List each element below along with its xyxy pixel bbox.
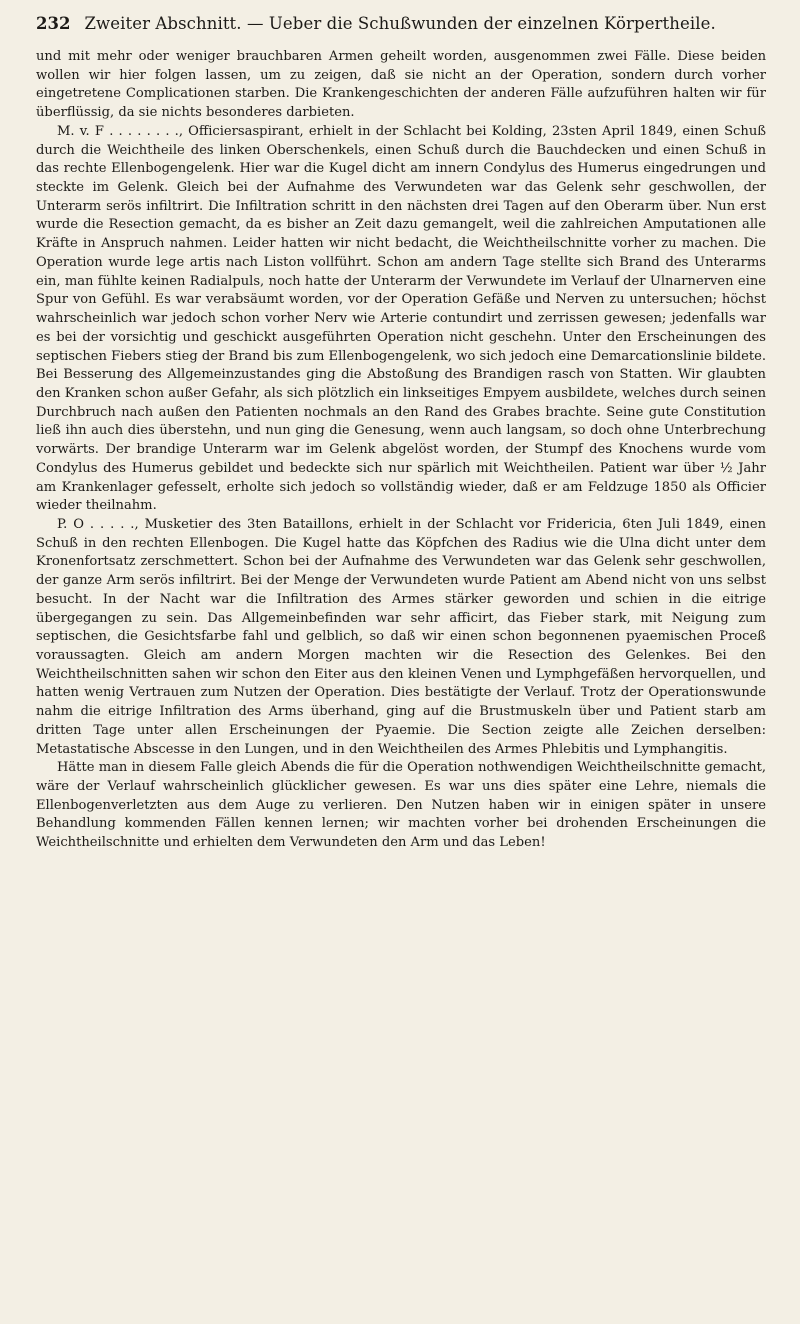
paragraph-conclusion: Hätte man in diesem Falle gleich Abends die für die Operation nothwendigen Weichtheilschnitte gemacht, wäre der Verlauf wahrscheinlich glücklicher gewesen. Es war uns dies später eine Lehre, niemals die Ellenbogenverletzten aus dem Auge zu verlieren. Den Nutzen haben wir in einigen später in unsere Behandlung kommenden Fällen kennen lernen; wir machten vorher bei drohenden Erscheinungen die Weichtheilschnitte und erhielten dem Verwundeten den Arm und das Leben! bbox=[36, 760, 766, 851]
document-page bbox=[36, 14, 766, 1310]
body-text bbox=[36, 48, 766, 853]
paragraph-intro: und mit mehr oder weniger brauchbaren Armen geheilt worden, ausgenommen zwei Fälle. Diese beiden wollen wir hier folgen lassen, um zu zeigen, daß sie nicht an der Operation, sondern durch vorher eingetretene Complicationen starben. Die Krankengeschichten der anderen Fälle aufzuführen halten wir für überflüssig, da sie nichts besonderes darbieten. bbox=[36, 49, 766, 121]
page-number: 232 bbox=[36, 14, 71, 33]
paragraph-case-1: M. v. F . . . . . . . ., Officiersaspirant, erhielt in der Schlacht bei Kolding, 23sten April 1849, einen Schuß durch die Weichtheile des linken Oberschenkels, einen Schuß durch die Bauchdecken und einen Schuß in das rechte Ellenbogengelenk. Hier war die Kugel dicht am innern Condylus des Humerus eingedrungen und steckte im Gelenk. Gleich bei der Aufnahme des Verwundeten war das Gelenk sehr geschwollen, der Unterarm serös infiltrirt. Die Infiltration schritt in den nächsten drei Tagen auf den Oberarm über. Nun erst wurde die Resection gemacht, da es bisher an Zeit dazu gemangelt, weil die zahlreichen Amputationen alle Kräfte in Anspruch nahmen. Leider hatten wir nicht bedacht, die Weichtheilschnitte vorher zu machen. Die Operation wurde lege artis nach Liston vollführt. Schon am andern Tage stellte sich Brand des Unterarms ein, man fühlte keinen Radialpuls, noch hatte der Unterarm der Verwundete im Verlauf der Ulnarnerven eine Spur von Gefühl. Es war verabsäumt worden, vor der Operation Gefäße und Nerven zu untersuchen; höchst wahrscheinlich war jedoch schon vorher Nerv wie Arterie contundirt und zerrissen gewesen; jedenfalls war es bei der vorsichtig und geschickt ausgeführten Operation nicht geschehn. Unter den Erscheinungen des septischen Fiebers stieg der Brand bis zum Ellenbogengelenk, wo sich jedoch eine Demarcationslinie bildete. Bei Besserung des Allgemeinzustandes ging die Abstoßung des Brandigen rasch von Statten. Wir glaubten den Kranken schon außer Gefahr, als sich plötzlich ein linkseitiges Empyem ausbildete, welches durch seinen Durchbruch nach außen den Patienten nochmals an den Rand des Grabes brachte. Seine gute Constitution ließ ihn auch dies überstehn, und nun ging die Genesung, wenn auch langsam, so doch ohne Unterbrechung vorwärts. Der brandige Unterarm war im Gelenk abgelöst worden, der Stumpf des Knochens wurde vom Condylus des Humerus gebildet und bedeckte sich nur spärlich mit Weichtheilen. Patient war über ½ Jahr am Krankenlager gefesselt, erholte sich jedoch so vollständig wieder, daß er am Feldzuge 1850 als Officier wieder theilnahm. bbox=[36, 123, 766, 514]
running-title: Zweiter Abschnitt. — Ueber die Schußwunden der einzelnen Körpertheile. bbox=[84, 14, 716, 33]
paragraph-case-2: P. O . . . . ., Musketier des 3ten Bataillons, erhielt in der Schlacht vor Fridericia, 6ten Juli 1849, einen Schuß in den rechten Ellenbogen. Die Kugel hatte das Köpfchen des Radius wie die Ulna dicht unter dem Kronenfortsatz zerschmettert. Schon bei der Aufnahme des Verwundeten war das Gelenk sehr geschwollen, der ganze Arm serös infiltrirt. Bei der Menge der Verwundeten wurde Patient am Abend nicht von uns selbst besucht. In der Nacht war die Infiltration des Armes stärker geworden und schien in die eitrige übergegangen zu sein. Das Allgemeinbefinden war sehr afficirt, das Fieber stark, mit Neigung zum septischen, die Gesichtsfarbe fahl und gelblich, so daß wir einen schon begonnenen pyaemischen Proceß voraussagten. Gleich am andern Morgen machten wir die Resection des Gelenkes. Bei den Weichtheilschnitten sahen wir schon den Eiter aus den kleinen Venen und Lymphgefäßen hervorquellen, und hatten wenig Vertrauen zum Nutzen der Operation. Dies bestätigte der Verlauf. Trotz der Operationswunde nahm die eitrige Infiltration des Arms überhand, ging auf die Brustmuskeln über und Patient starb am dritten Tage unter allen Erscheinungen der Pyaemie. Die Section zeigte alle Zeichen derselben: Metastatische Abscesse in den Lungen, und in den Weichtheilen des Armes Phlebitis und Lymphangitis. bbox=[36, 516, 766, 757]
page-header bbox=[36, 14, 766, 42]
